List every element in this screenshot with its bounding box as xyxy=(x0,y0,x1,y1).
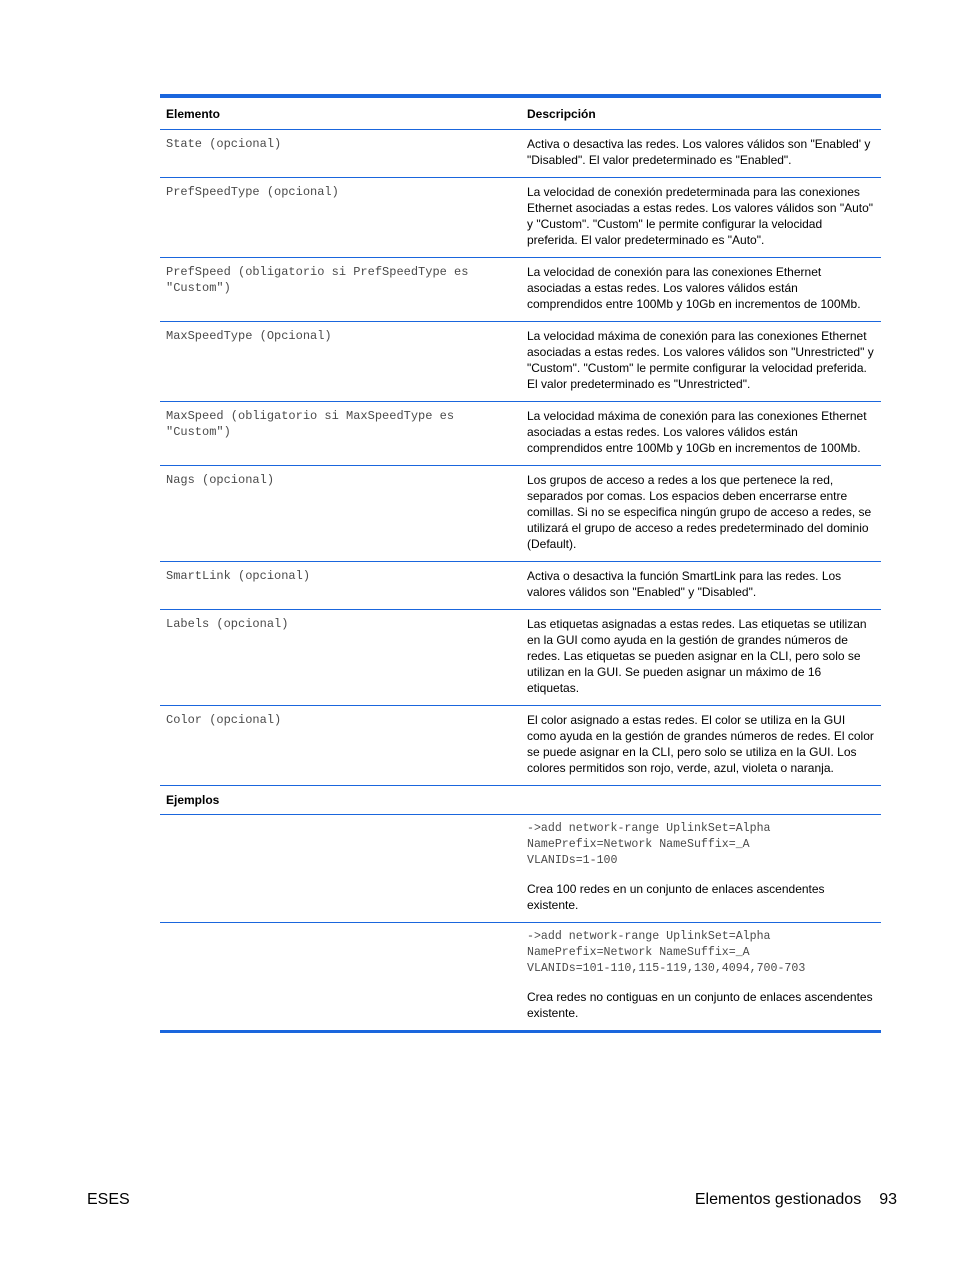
element-cell: MaxSpeed (obligatorio si MaxSpeedType es "Custom") xyxy=(166,409,455,439)
header-element: Elemento xyxy=(166,107,221,121)
element-cell: State (opcional) xyxy=(166,137,282,151)
description-cell: Activa o desactiva la función SmartLink para las redes. Los valores válidos son "Enabled" y "Disabled". xyxy=(527,569,842,599)
description-cell: La velocidad de conexión para las conexiones Ethernet asociadas a estas redes. Los valores válidos están comprendidos entre 100Mb y 10Gb en incrementos de 100Mb. xyxy=(527,265,861,311)
page-number: 93 xyxy=(879,1191,897,1208)
table-header-row xyxy=(160,96,881,130)
footer-section-title: Elementos gestionados xyxy=(694,1191,862,1208)
table-row xyxy=(160,706,881,786)
parameters-table xyxy=(160,94,881,1033)
element-cell: Labels (opcional) xyxy=(166,617,289,631)
empty-cell xyxy=(160,923,521,1032)
element-cell: PrefSpeed (obligatorio si PrefSpeedType es "Custom") xyxy=(166,265,469,295)
example-description: Crea redes no contiguas en un conjunto de enlaces ascendentes existente. xyxy=(527,990,873,1020)
example-row xyxy=(160,815,881,923)
table-row xyxy=(160,258,881,322)
table-row xyxy=(160,610,881,706)
element-cell: SmartLink (opcional) xyxy=(166,569,311,583)
element-cell: Nags (opcional) xyxy=(166,473,275,487)
example-cell xyxy=(521,923,881,1032)
examples-header-row xyxy=(160,786,881,815)
description-cell: Las etiquetas asignadas a estas redes. Las etiquetas se utilizan en la GUI como ayuda en la gestión de grandes números de redes. Las etiquetas se pueden asignar en la CLI, pero solo se utilizan en la GUI. Se pueden asignar un máximo de 16 etiquetas. xyxy=(527,617,867,695)
table-row xyxy=(160,130,881,178)
table-row xyxy=(160,562,881,610)
description-cell: El color asignado a estas redes. El color se utiliza en la GUI como ayuda en la gestión de grandes números de redes. El color se puede asignar en la CLI, pero solo se utiliza en la GUI. Los colores permitidos son rojo, verde, azul, violeta o naranja. xyxy=(527,713,874,775)
examples-label: Ejemplos xyxy=(166,793,220,807)
example-command: ->add network-range UplinkSet=Alpha NamePrefix=Network NameSuffix=_A VLANIDs=101-110,115-119,130,4094,700-703 xyxy=(527,930,806,975)
footer-page-info xyxy=(695,1191,897,1209)
description-cell: La velocidad máxima de conexión para las conexiones Ethernet asociadas a estas redes. Los valores válidos son "Unrestricted" y "Custom". "Custom" le permite configurar la velocidad preferida. El valor predeterminado es "Unrestricted". xyxy=(527,329,874,391)
header-description: Descripción xyxy=(527,107,596,121)
element-cell: PrefSpeedType (opcional) xyxy=(166,185,339,199)
footer-language-code: ESES xyxy=(87,1191,130,1208)
table-row xyxy=(160,322,881,402)
example-cell xyxy=(521,815,881,923)
example-row xyxy=(160,923,881,1032)
example-description: Crea 100 redes en un conjunto de enlaces ascendentes existente. xyxy=(527,882,825,912)
empty-cell xyxy=(521,786,881,815)
table-row xyxy=(160,466,881,562)
element-cell: Color (opcional) xyxy=(166,713,282,727)
description-cell: La velocidad máxima de conexión para las conexiones Ethernet asociadas a estas redes. Los valores válidos están comprendidos entre 100Mb y 10Gb en incrementos de 100Mb. xyxy=(527,409,867,455)
element-cell: MaxSpeedType (Opcional) xyxy=(166,329,332,343)
description-cell: Los grupos de acceso a redes a los que pertenece la red, separados por comas. Los espacios deben encerrarse entre comillas. Si no se especifica ningún grupo de acceso a redes, se utilizará el grupo de acceso a redes predeterminado del dominio (Default). xyxy=(527,473,872,551)
table-row xyxy=(160,402,881,466)
example-command: ->add network-range UplinkSet=Alpha NamePrefix=Network NameSuffix=_A VLANIDs=1-100 xyxy=(527,822,771,867)
description-cell: Activa o desactiva las redes. Los valores válidos son "Enabled' y "Disabled". El valor predeterminado es "Enabled". xyxy=(527,137,871,167)
table-row xyxy=(160,178,881,258)
empty-cell xyxy=(160,815,521,923)
description-cell: La velocidad de conexión predeterminada para las conexiones Ethernet asociadas a estas redes. Los valores válidos son "Auto" y "Custom". "Custom" le permite configurar la velocidad preferida. El valor predeterminado es "Auto". xyxy=(527,185,874,247)
